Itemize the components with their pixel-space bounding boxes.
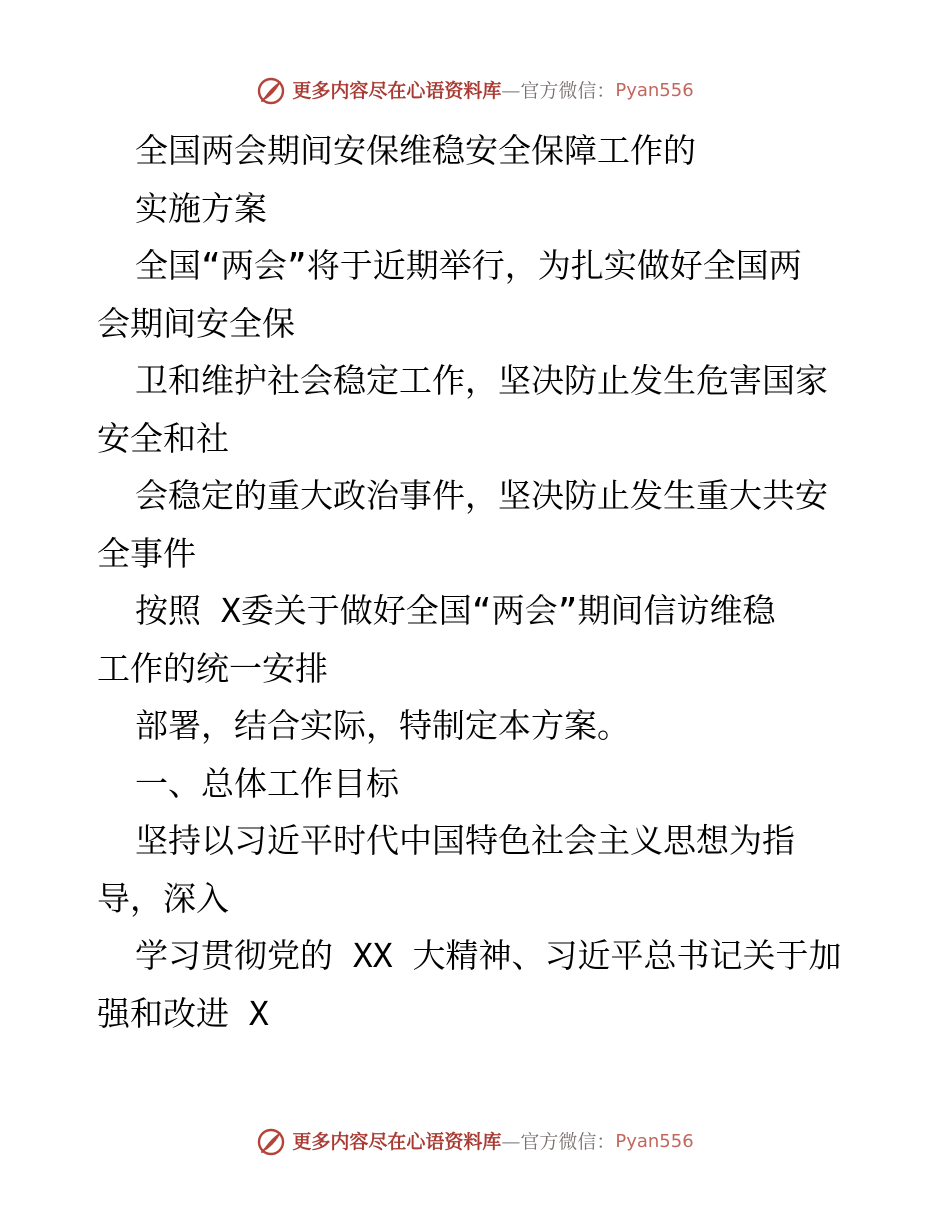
document-line: 卫和维护社会稳定工作，坚决防止发生危害国家	[135, 361, 828, 400]
document-line: 导，深入	[97, 878, 229, 918]
watermark-wechat-id: Pyan556	[615, 80, 694, 101]
watermark-main-text: 更多内容尽在心语资料库	[292, 1131, 502, 1153]
document-body	[97, 122, 857, 1042]
watermark-wechat-id: Pyan556	[615, 1131, 694, 1152]
watermark-dash: —	[501, 1131, 521, 1153]
watermark-wechat-label: 官方微信：	[520, 1131, 616, 1153]
document-line: 部署，结合实际，特制定本方案。	[135, 706, 630, 745]
document-line: 会期间安全保	[97, 303, 295, 343]
watermark-wechat-label: 官方微信：	[520, 80, 616, 102]
document-line: 会稳定的重大政治事件，坚决防止发生重大共安	[135, 476, 828, 515]
watermark-header	[0, 76, 950, 106]
watermark-dash: —	[501, 80, 521, 102]
document-line: 实施方案	[135, 188, 267, 228]
document-line: 学习贯彻党的 XX 大精神、习近平总书记关于加	[135, 936, 842, 975]
quill-logo-icon	[256, 1127, 286, 1157]
quill-logo-icon	[256, 76, 286, 106]
document-line: 工作的统一安排	[97, 648, 328, 688]
document-line: 强和改进 X	[97, 993, 269, 1033]
watermark-footer	[0, 1127, 950, 1157]
document-line: 一、总体工作目标	[135, 763, 399, 803]
document-line: 坚持以习近平时代中国特色社会主义思想为指	[135, 821, 795, 860]
document-line: 全国两会期间安保维稳安全保障工作的	[135, 131, 696, 170]
document-line: 全国“两会”将于近期举行，为扎实做好全国两	[135, 246, 802, 285]
document-line: 按照 X委关于做好全国“两会”期间信访维稳	[135, 591, 776, 630]
document-line: 安全和社	[97, 418, 229, 458]
watermark-main-text: 更多内容尽在心语资料库	[292, 80, 502, 102]
document-line: 全事件	[97, 533, 196, 573]
